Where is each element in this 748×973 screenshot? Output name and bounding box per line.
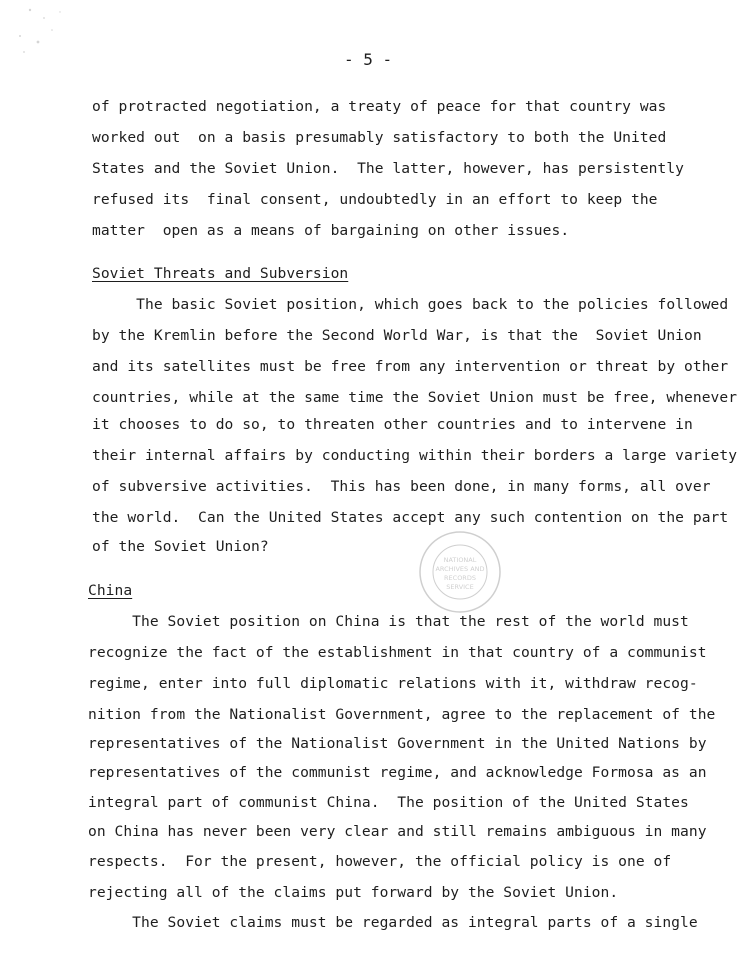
text-line: representatives of the Nationalist Government in the United Nations by bbox=[88, 735, 707, 752]
section-heading-soviet-threats: Soviet Threats and Subversion bbox=[92, 265, 349, 282]
stamp-text-line: RECORDS bbox=[444, 574, 476, 582]
text-line: The Soviet claims must be regarded as integral parts of a single bbox=[88, 914, 698, 931]
archive-stamp bbox=[418, 530, 502, 614]
text-line: and its satellites must be free from any intervention or threat by other bbox=[92, 358, 729, 375]
text-line: nition from the Nationalist Government, agree to the replacement of the bbox=[88, 706, 716, 723]
text-line: the world. Can the United States accept any such contention on the part bbox=[92, 509, 729, 526]
text-line: integral part of communist China. The position of the United States bbox=[88, 794, 689, 811]
stamp-text-line: ARCHIVES AND bbox=[435, 565, 485, 573]
text-line: recognize the fact of the establishment in that country of a communist bbox=[88, 644, 707, 661]
text-line: refused its final consent, undoubtedly in an effort to keep the bbox=[92, 191, 658, 208]
text-line: it chooses to do so, to threaten other countries and to intervene in bbox=[92, 416, 693, 433]
text-line: rejecting all of the claims put forward by the Soviet Union. bbox=[88, 884, 619, 901]
text-line: States and the Soviet Union. The latter, however, has persistently bbox=[92, 160, 685, 177]
text-line: matter open as a means of bargaining on other issues. bbox=[92, 222, 570, 239]
text-line: countries, while at the same time the Soviet Union must be free, whenever bbox=[92, 389, 738, 406]
text-line: on China has never been very clear and still remains ambiguous in many bbox=[88, 823, 707, 840]
stamp-text-line: NATIONAL bbox=[443, 556, 477, 564]
text-line: of the Soviet Union? bbox=[92, 538, 269, 555]
paper-smudge bbox=[0, 0, 90, 80]
text-line: The Soviet position on China is that the rest of the world must bbox=[88, 613, 689, 630]
text-line: of protracted negotiation, a treaty of peace for that country was bbox=[92, 98, 667, 115]
text-line: The basic Soviet position, which goes back to the policies followed bbox=[92, 296, 729, 313]
text-line: regime, enter into full diplomatic relations with it, withdraw recog- bbox=[88, 675, 698, 692]
text-line: worked out on a basis presumably satisfactory to both the United bbox=[92, 129, 667, 146]
text-line: by the Kremlin before the Second World War, is that the Soviet Union bbox=[92, 327, 702, 344]
stamp-text-line: SERVICE bbox=[446, 583, 474, 591]
text-line: respects. For the present, however, the official policy is one of bbox=[88, 853, 672, 870]
section-heading-china: China bbox=[88, 582, 133, 599]
text-line: their internal affairs by conducting within their borders a large variety bbox=[92, 447, 738, 464]
text-line: of subversive activities. This has been done, in many forms, all over bbox=[92, 478, 711, 495]
page-number: - 5 - bbox=[344, 50, 393, 69]
text-line: representatives of the communist regime, and acknowledge Formosa as an bbox=[88, 764, 707, 781]
